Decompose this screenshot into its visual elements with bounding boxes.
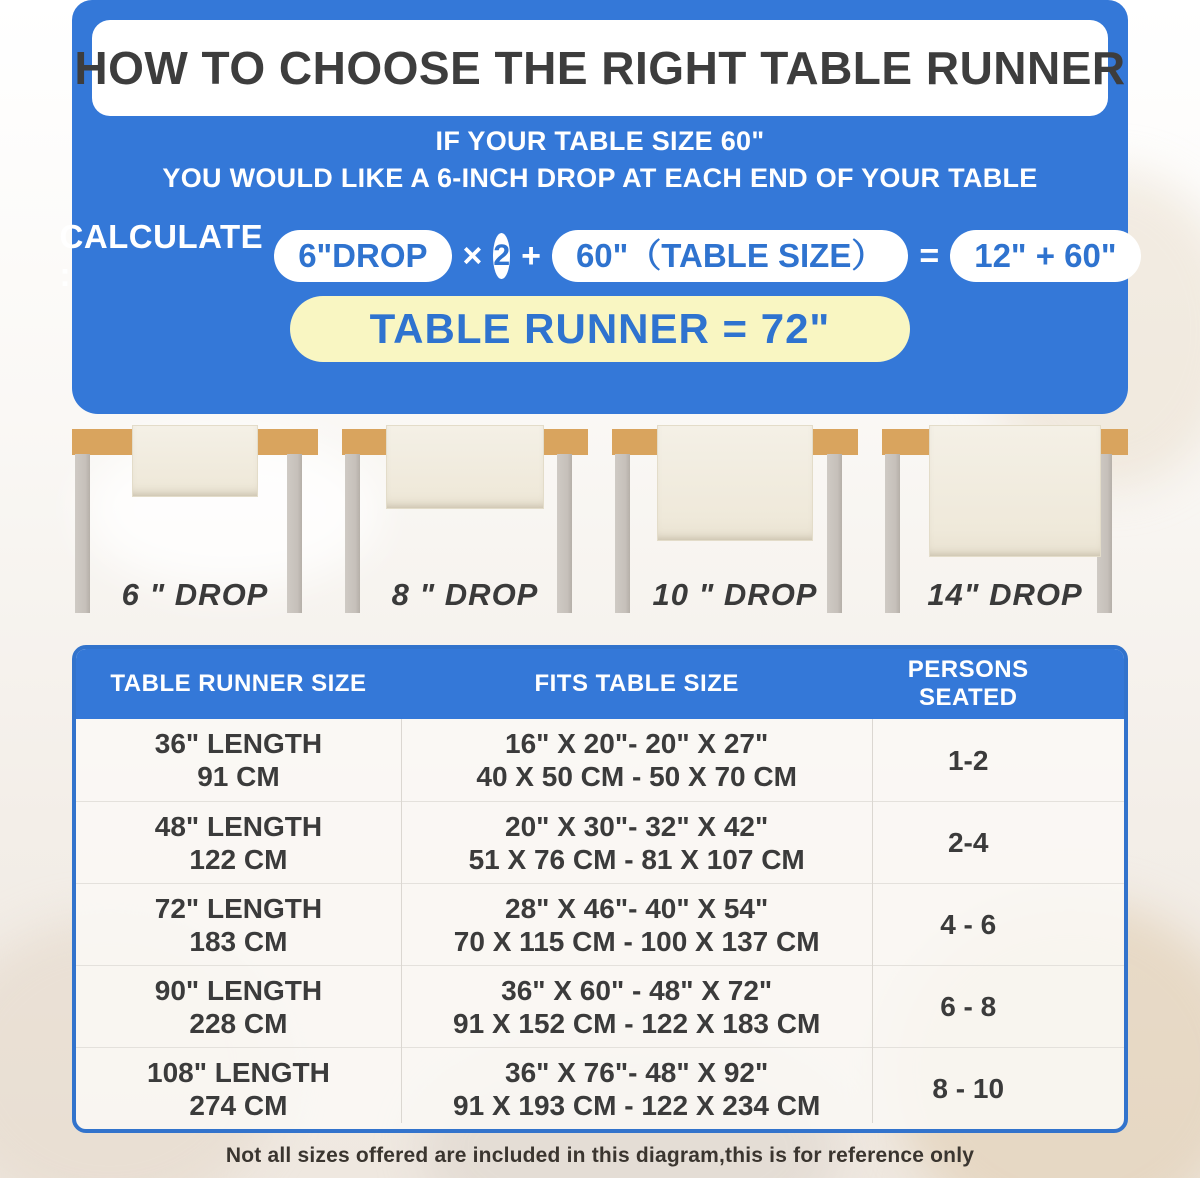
table-runner-cloth [657, 425, 813, 541]
runner-size-in: 72" LENGTH [154, 892, 323, 924]
multiply-sign: × [462, 236, 483, 275]
drop-label: 14" DROP [927, 577, 1083, 612]
drop-label: 6 " DROP [121, 577, 269, 612]
table-runner-cloth [929, 425, 1101, 557]
multiplier-badge: 2 [493, 233, 510, 279]
fits-size-cell [401, 974, 873, 1040]
runner-size-cell [76, 974, 401, 1040]
table-size-pill: 60"（TABLE SIZE） [552, 230, 908, 282]
persons-cell: 8 - 10 [932, 1073, 1005, 1104]
drop-label: 8 " DROP [391, 577, 539, 612]
table-runner-cloth [386, 425, 544, 509]
fits-size-cm: 51 X 76 CM - 81 X 107 CM [468, 843, 805, 875]
runner-size-in: 48" LENGTH [154, 810, 323, 842]
size-table-panel [72, 645, 1128, 1133]
table-figure-8in-drop [342, 425, 588, 615]
total-runner-text: TABLE RUNNER = 72" [369, 305, 831, 352]
table-runner-cloth [132, 425, 258, 497]
runner-size-in: 90" LENGTH [154, 974, 323, 1006]
fits-size-in: 36" X 76"- 48" X 92" [505, 1056, 769, 1088]
runner-size-cm: 228 CM [189, 1007, 288, 1039]
runner-size-cm: 274 CM [189, 1089, 288, 1121]
runner-size-in: 108" LENGTH [147, 1056, 330, 1088]
subtitle-line-2: YOU WOULD LIKE A 6-INCH DROP AT EACH END OF YOUR TABLE [162, 163, 1038, 193]
header-cell-fits-size: FITS TABLE SIZE [534, 670, 739, 697]
fits-size-in: 28" X 46"- 40" X 54" [505, 892, 769, 924]
table-figure-10in-drop [612, 425, 858, 615]
table-row [76, 719, 1124, 801]
footnote: Not all sizes offered are included in this diagram,this is for reference only [225, 1144, 975, 1167]
calculate-label: CALCULATE : [59, 218, 264, 293]
runner-size-cell [76, 1056, 401, 1122]
fits-size-cell [401, 810, 873, 876]
drop-pill: 6"DROP [274, 230, 451, 282]
persons-cell: 6 - 8 [940, 991, 997, 1022]
formula-row [59, 218, 1128, 293]
page-title: HOW TO CHOOSE THE RIGHT TABLE RUNNER [74, 42, 1126, 94]
runner-size-cm: 91 CM [197, 761, 280, 792]
drop-illustrations [72, 425, 1128, 615]
size-table-header [76, 649, 1124, 719]
runner-size-cell [76, 727, 401, 793]
size-table-rows [76, 719, 1124, 1129]
runner-size-cm: 122 CM [189, 843, 288, 875]
persons-cell: 4 - 6 [940, 909, 997, 940]
plus-sign: + [521, 236, 541, 275]
instruction-panel [59, 0, 1128, 414]
total-runner-pill [290, 296, 910, 362]
fits-size-in: 20" X 30"- 32" X 42" [505, 810, 769, 842]
fits-size-cm: 91 X 193 CM - 122 X 234 CM [453, 1089, 821, 1121]
persons-cell: 2-4 [947, 827, 989, 858]
table-row [76, 965, 1124, 1047]
fits-size-cell [401, 727, 873, 793]
drop-label: 10 " DROP [652, 577, 818, 612]
fits-size-cell [401, 892, 873, 958]
header-cell-runner-size: TABLE RUNNER SIZE [110, 670, 367, 697]
persons-cell: 1-2 [947, 744, 989, 776]
equals-sign: = [919, 236, 940, 275]
table-row [76, 801, 1124, 883]
result-pill: 12" + 60" [950, 230, 1140, 282]
runner-size-in: 36" LENGTH [154, 728, 323, 759]
fits-size-cm: 91 X 152 CM - 122 X 183 CM [453, 1007, 821, 1039]
runner-size-cell [76, 892, 401, 958]
header-cell-persons: PERSONS SEATED [907, 656, 1029, 711]
title-bar [74, 20, 1126, 116]
fits-size-in: 36" X 60" - 48" X 72" [501, 974, 773, 1006]
fits-size-in: 16" X 20"- 20" X 27" [505, 728, 769, 759]
subtitle-line-1: IF YOUR TABLE SIZE 60" [435, 126, 765, 156]
table-row [76, 883, 1124, 965]
table-figure-6in-drop [72, 425, 318, 615]
fits-size-cell [401, 1056, 873, 1122]
runner-size-cell [76, 810, 401, 876]
table-row [76, 1047, 1124, 1129]
runner-size-cm: 183 CM [189, 925, 288, 957]
fits-size-cm: 70 X 115 CM - 100 X 137 CM [453, 925, 820, 957]
table-figure-14in-drop [882, 425, 1128, 615]
fits-size-cm: 40 X 50 CM - 50 X 70 CM [476, 761, 797, 792]
